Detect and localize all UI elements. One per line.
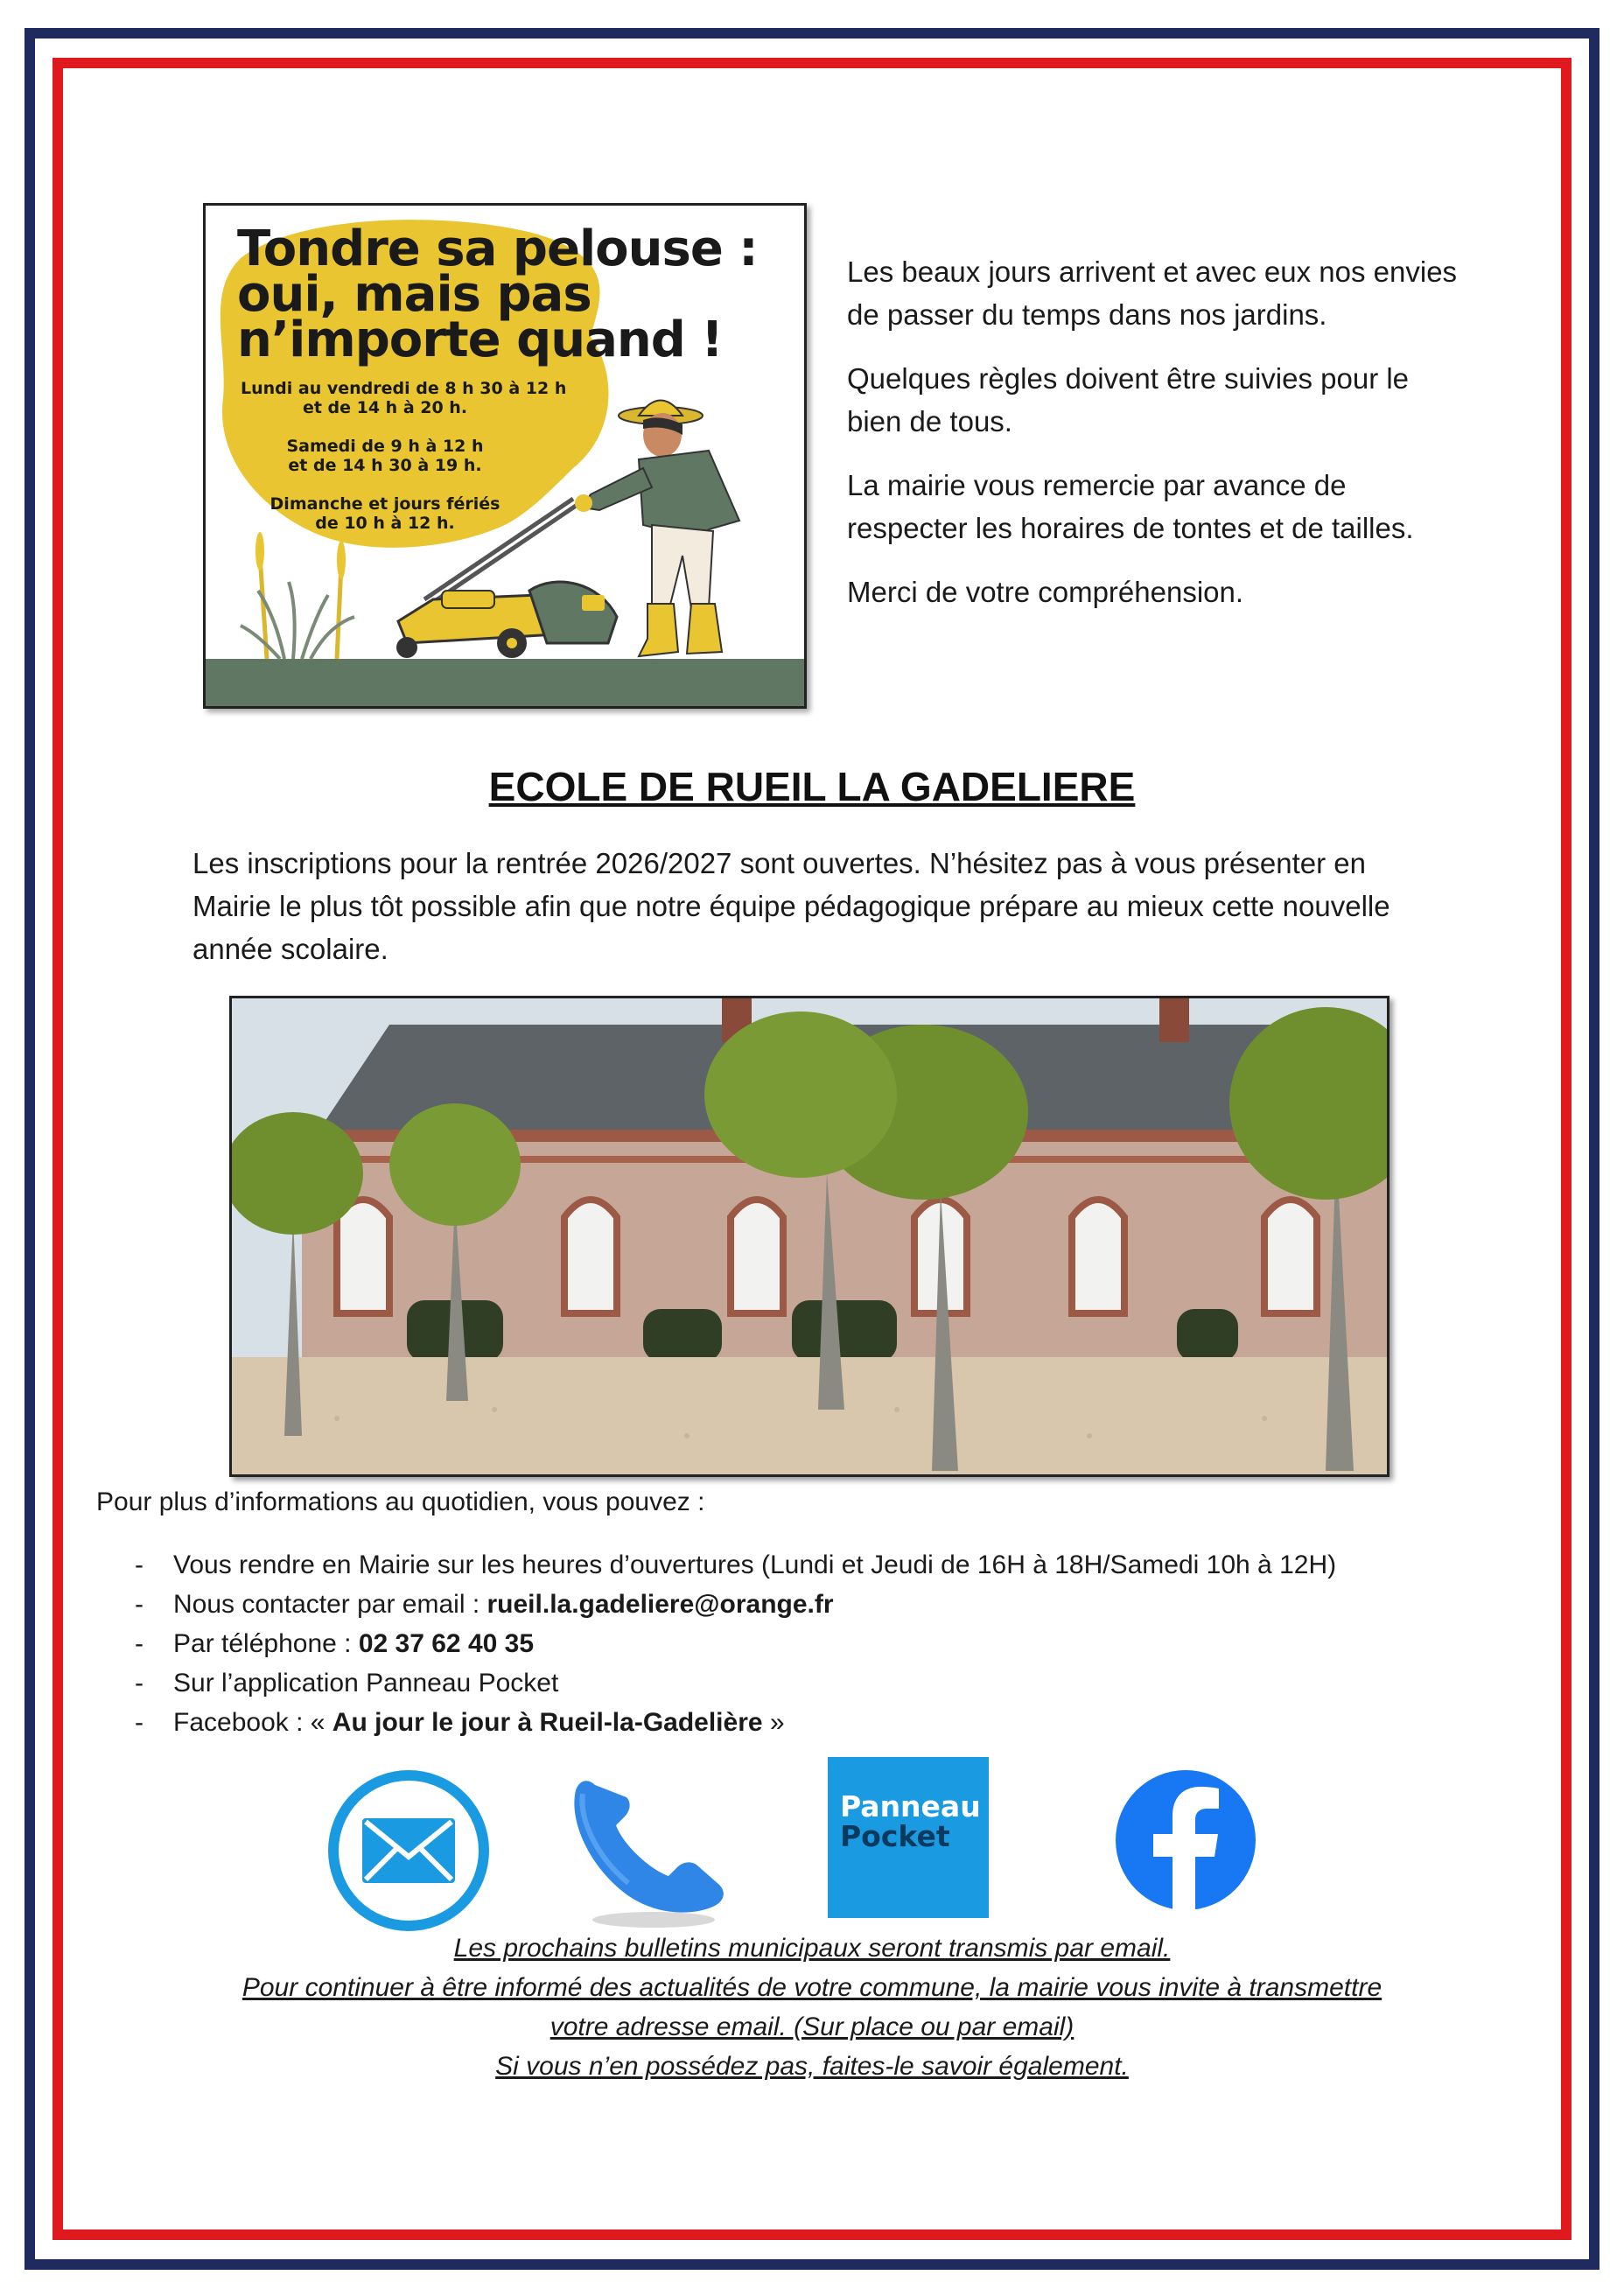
facebook-page-name[interactable]: Au jour le jour à Rueil-la-Gadelière (332, 1708, 763, 1737)
intro-paragraph: Les beaux jours arrivent et avec eux nos envies de passer du temps dans nos jardins. (847, 256, 1458, 331)
schedule-line: Lundi au vendredi de 8 h 30 à 12 h (241, 379, 567, 398)
footer-line: Pour continuer à être informé des actualités de votre commune, la mairie vous invite à transmettre (242, 1973, 1382, 2002)
footer-line: Les prochains bulletins municipaux seront transmis par email. (453, 1934, 1171, 1963)
schedule-line: Dimanche et jours fériés (270, 494, 500, 514)
panneau-pocket-label: Panneau (840, 1789, 981, 1824)
contact-list (131, 1545, 1336, 1742)
contact-item-label: Par téléphone : (173, 1629, 359, 1658)
poster-schedule-weekdays (241, 379, 567, 417)
contact-item-facebook (131, 1703, 1336, 1742)
contact-item-mairie (131, 1545, 1336, 1585)
contact-item-text: Vous rendre en Mairie sur les heures d’ouvertures (Lundi et Jeudi de 16H à 18H/Samedi 10h à 12H) (173, 1550, 1337, 1579)
footer-line: Si vous n’en possédez pas, faites-le savoir également. (495, 2052, 1129, 2081)
panneau-pocket-label: Pocket (840, 1819, 950, 1853)
contact-item-phone (131, 1624, 1336, 1663)
facebook-icon[interactable] (1115, 1769, 1256, 1911)
contact-item-label: Facebook : « (173, 1708, 332, 1737)
contact-item-label: » (762, 1708, 785, 1737)
contact-item-app (131, 1663, 1336, 1703)
intro-paragraph: La mairie vous remercie par avance de respecter les horaires de tontes et de tailles. (847, 469, 1414, 544)
email-address[interactable]: rueil.la.gadeliere@orange.fr (486, 1590, 834, 1619)
email-icon[interactable] (326, 1768, 492, 1934)
school-title: ECOLE DE RUEIL LA GADELIERE (488, 764, 1136, 809)
poster-schedule-saturday (241, 437, 529, 475)
phone-icon[interactable] (553, 1759, 754, 1934)
schedule-line: Samedi de 9 h à 12 h (286, 437, 484, 456)
schedule-line: et de 14 h à 20 h. (302, 398, 468, 417)
school-text: Les inscriptions pour la rentrée 2026/2027 sont ouvertes. N’hésitez pas à vous présenter en Mairie le plus tôt possible afin que notre équipe pédagogique prépare au mieux cette nouvelle année scolaire. (192, 847, 1390, 965)
phone-number[interactable]: 02 37 62 40 35 (358, 1629, 535, 1658)
footer-notice (0, 1928, 1624, 2086)
footer-line: votre adresse email. (Sur place ou par email) (550, 2012, 1074, 2041)
poster-title-line: Tondre sa pelouse : (237, 220, 758, 277)
schedule-line: de 10 h à 12 h. (315, 514, 455, 533)
school-building-illustration (232, 998, 1390, 1477)
intro-paragraph: Quelques règles doivent être suivies pour le bien de tous. (847, 362, 1410, 438)
contact-item-text: Sur l’application Panneau Pocket (173, 1669, 559, 1698)
info-lead: Pour plus d’informations au quotidien, vous pouvez : (96, 1488, 705, 1516)
lawn-mowing-poster (203, 203, 807, 709)
poster-schedule-sunday (241, 494, 529, 533)
panneau-pocket-icon[interactable] (828, 1757, 989, 1918)
schedule-line: et de 14 h 30 à 19 h. (288, 456, 482, 475)
mowing-intro-text (847, 250, 1460, 634)
intro-paragraph: Merci de votre compréhension. (847, 576, 1244, 608)
contact-item-email (131, 1585, 1336, 1624)
school-photo (229, 996, 1390, 1477)
poster-title-line: oui, mais pas (237, 266, 592, 323)
contact-item-label: Nous contacter par email : (173, 1590, 487, 1619)
poster-title (237, 220, 797, 368)
poster-title-line: n’importe quand ! (237, 312, 723, 368)
